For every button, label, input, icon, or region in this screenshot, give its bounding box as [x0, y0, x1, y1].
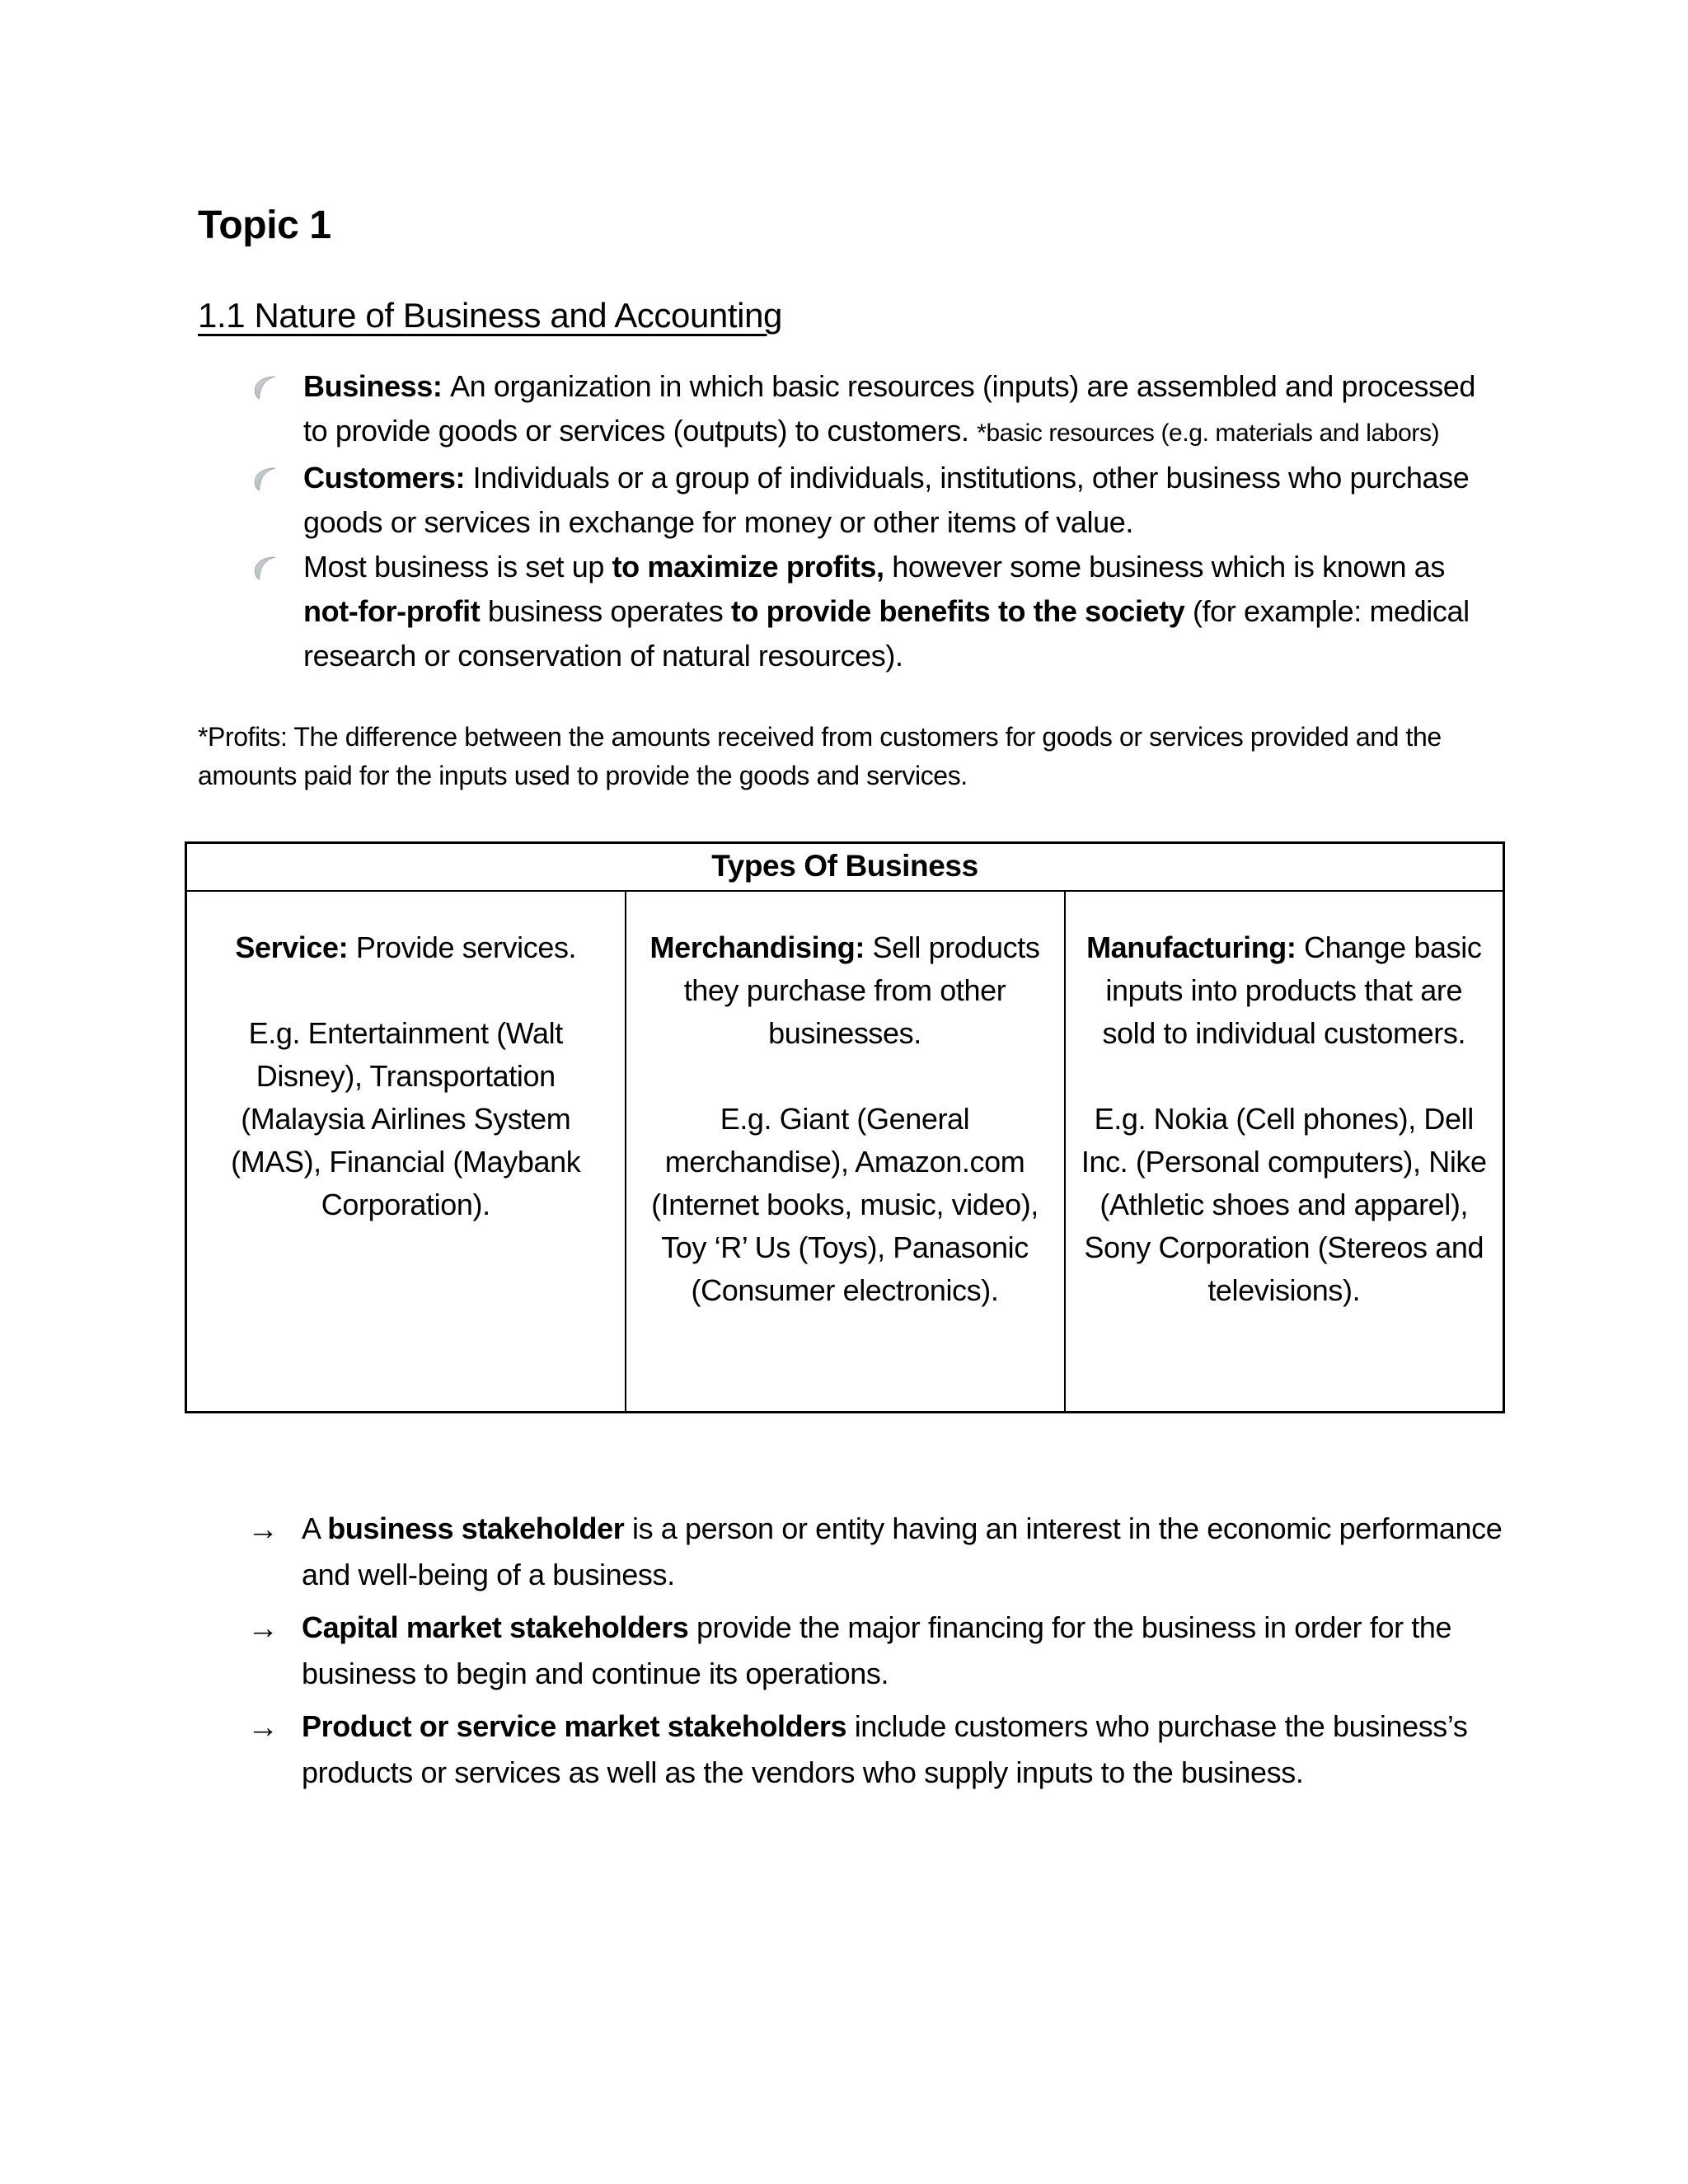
arrow-emphasis: Capital market stakeholders [302, 1610, 689, 1644]
arrow-item-business-stakeholder [247, 1506, 1538, 1598]
cell-definition [1077, 926, 1492, 1055]
cell-example: E.g. Giant (General merchandise), Amazon.com (Internet books, music, video), Toy ‘R’ Us (Toys), Panasonic (Consumer electronics). [651, 1102, 1039, 1307]
bullet-item-customers [303, 456, 1507, 545]
table-body-row [186, 891, 1504, 1413]
arrow-icon: → [247, 1512, 279, 1547]
crescent-bullet-icon [252, 466, 279, 495]
profits-footnote: *Profits: The difference between the amounts received from customers for goods or services provided and the amounts paid for the inputs used to provide the goods and services. [198, 722, 1442, 790]
table-title-row [186, 843, 1504, 892]
bullet-item-business [303, 364, 1507, 456]
cell-definition-text: Sell products they purchase from other businesses. [683, 930, 1040, 1050]
stakeholder-list [0, 1506, 1688, 1796]
arrow-icon: → [247, 1611, 279, 1646]
section-heading: 1.1 Nature of Business and Accounting [198, 296, 783, 335]
arrow-item-capital-market [247, 1605, 1538, 1697]
arrow-text: provide the major financing for the business in order for the business to begin and continue its operations. [302, 1610, 1452, 1690]
crescent-bullet-icon [252, 555, 279, 584]
arrow-emphasis: business stakeholder [327, 1511, 625, 1545]
cell-definition-text: Provide services. [348, 930, 577, 964]
page-title: Topic 1 [198, 204, 331, 247]
bullet-text: An organization in which basic resources (inputs) are assembled and processed to provide goods or services (outputs) to customers. [303, 369, 1475, 448]
bullet-emphasis: to provide benefits to the society [730, 594, 1185, 628]
bullet-item-profits [303, 545, 1507, 678]
bullet-text: however some business which is known as [884, 550, 1445, 583]
table-title: Types Of Business [186, 843, 1504, 892]
cell-term: Service: [235, 930, 349, 964]
cell-definition [199, 926, 613, 969]
arrow-icon: → [247, 1710, 279, 1745]
bullet-term: Business: [303, 369, 451, 403]
arrow-emphasis: Product or service market stakeholders [302, 1709, 847, 1743]
types-of-business-table [185, 841, 1505, 1413]
cell-example: E.g. Entertainment (Walt Disney), Transportation (Malaysia Airlines System (MAS), Financial (Maybank Corporation). [231, 1016, 581, 1221]
bullet-text: business operates [480, 594, 731, 628]
crescent-bullet-icon [252, 374, 279, 404]
arrow-text: is a person or entity having an interest in the economic performance and well-being of a business. [302, 1511, 1503, 1591]
cell-definition [638, 926, 1053, 1055]
bullet-emphasis: not-for-profit [303, 594, 481, 628]
bullet-text: Individuals or a group of individuals, institutions, other business who purchase goods or services in exchange for money or other items of value. [303, 461, 1470, 539]
definition-list [0, 364, 1688, 678]
bullet-text: Most business is set up [303, 550, 612, 583]
merchandising-cell [626, 891, 1065, 1413]
cell-definition-text: Change basic inputs into products that are sold to individual customers. [1102, 930, 1482, 1050]
arrow-item-product-service-market [247, 1704, 1538, 1796]
arrow-text: A [302, 1511, 328, 1545]
bullet-text: (for example: medical research or conservation of natural resources). [303, 594, 1470, 673]
cell-example-line2: Sony Corporation (Stereos and televisions). [1084, 1230, 1484, 1307]
bullet-emphasis: to maximize profits, [612, 550, 884, 583]
cell-example: E.g. Nokia (Cell phones), Dell Inc. (Personal computers), Nike (Athletic shoes and apparel), [1081, 1102, 1487, 1221]
manufacturing-cell [1065, 891, 1504, 1413]
arrow-text: include customers who purchase the business’s products or services as well as the vendors who supply inputs to the business. [302, 1709, 1468, 1789]
cell-term: Manufacturing: [1086, 930, 1296, 964]
bullet-term: Customers: [303, 461, 473, 494]
bullet-note-small: *basic resources (e.g. materials and labors) [977, 419, 1440, 447]
cell-term: Merchandising: [649, 930, 865, 964]
service-cell [186, 891, 626, 1413]
